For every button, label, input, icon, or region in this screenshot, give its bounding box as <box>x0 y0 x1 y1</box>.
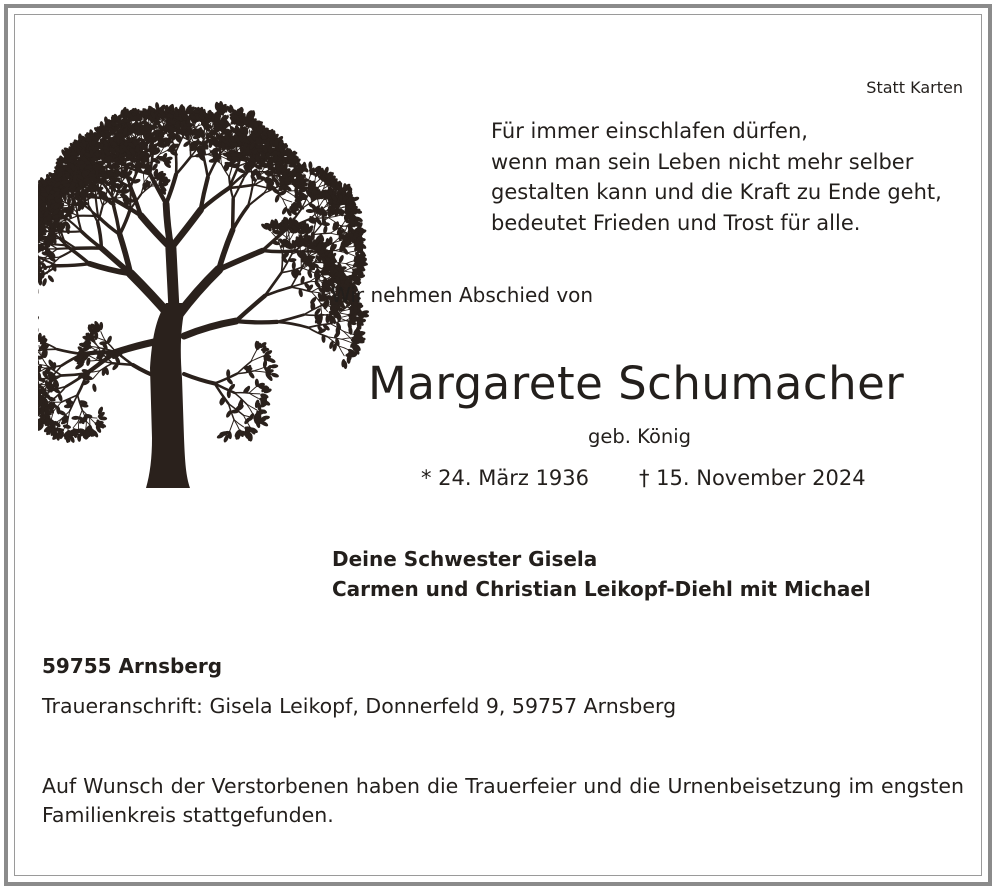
statt-karten-note: Statt Karten <box>866 78 963 97</box>
birth-date: * 24. März 1936 <box>421 466 590 490</box>
maiden-name: geb. König <box>588 425 692 448</box>
poem <box>491 116 942 238</box>
funeral-notice: Auf Wunsch der Verstorbenen haben die Trauerfeier und die Urnenbeisetzung im engsten Familienkreis stattgefunden. <box>42 774 964 827</box>
mourner-line: Carmen und Christian Leikopf-Diehl mit Michael <box>332 577 871 601</box>
mourner-line: Deine Schwester Gisela <box>332 547 598 571</box>
poem-line: bedeutet Frieden und Trost für alle. <box>491 210 861 235</box>
mourning-address: Traueranschrift: Gisela Leikopf, Donnerfeld 9, 59757 Arnsberg <box>42 694 677 718</box>
poem-line: Für immer einschlafen dürfen, <box>491 119 808 143</box>
mourners <box>332 544 871 604</box>
city: 59755 Arnsberg <box>42 654 223 678</box>
poem-line: gestalten kann und die Kraft zu Ende geht, <box>491 180 942 204</box>
deceased-name: Margarete Schumacher <box>368 357 905 410</box>
death-date: † 15. November 2024 <box>639 466 866 490</box>
poem-line: wenn man sein Leben nicht mehr selber <box>491 149 914 174</box>
farewell-intro: Wir nehmen Abschied von <box>331 283 594 307</box>
